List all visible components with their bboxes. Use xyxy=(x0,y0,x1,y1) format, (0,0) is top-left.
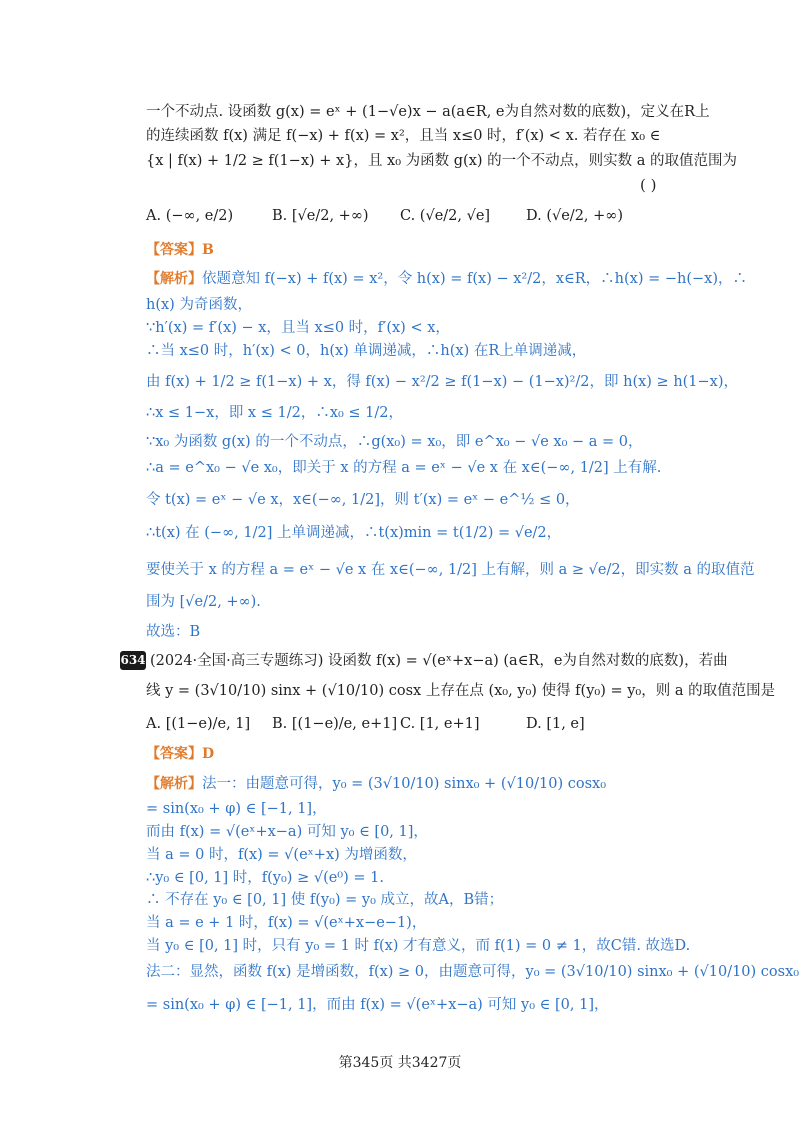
option-b: B. [(1−e)/e, e+1] xyxy=(272,716,398,732)
analysis-line: ∴t(x) 在 (−∞, 1/2] 上单调递减，∴t(x)min = t(1/2) = √e/2， xyxy=(146,525,562,541)
answer-line xyxy=(146,744,214,764)
analysis-line: ∴a = e^x₀ − √e x₀，即关于 x 的方程 a = eˣ − √e x 在 x∈(−∞, 1/2] 上有解. xyxy=(146,460,662,476)
answer-parenthesis: ( ) xyxy=(640,176,657,194)
analysis-line: = sin(x₀ + φ) ∈ [−1, 1]， xyxy=(146,801,327,817)
question-number-badge: 634 xyxy=(120,651,146,670)
analysis-line: 法二：显然，函数 f(x) 是增函数，f(x) ≥ 0，由题意可得，y₀ = (3√10/10) sinx₀ + (√10/10) cosx₀ xyxy=(146,964,800,980)
option-d: D. [1, e] xyxy=(526,716,585,732)
option-a: A. (−∞, e/2) xyxy=(146,208,234,224)
question-text-line: {x | f(x) + 1/2 ≥ f(1−x) + x}，且 x₀ 为函数 g(x) 的一个不动点，则实数 a 的取值范围为 xyxy=(146,153,738,169)
analysis-line: ∴当 x≤0 时，h′(x) < 0，h(x) 单调递减，∴h(x) 在R上单调递减， xyxy=(146,343,587,359)
analysis-line: 【解析】依题意知 f(−x) + f(x) = x²，令 h(x) = f(x) − x²/2，x∈R，∴h(x) = −h(−x)，∴ xyxy=(146,271,747,287)
analysis-line: 令 t(x) = eˣ − √e x，x∈(−∞, 1/2]，则 t′(x) = eˣ − e^½ ≤ 0， xyxy=(146,492,580,508)
analysis-line: 要使关于 x 的方程 a = eˣ − √e x 在 x∈(−∞, 1/2] 上有解，则 a ≥ √e/2，即实数 a 的取值范 xyxy=(146,562,755,578)
option-c: C. (√e/2, √e] xyxy=(400,208,491,224)
analysis-line: 由 f(x) + 1/2 ≥ f(1−x) + x，得 f(x) − x²/2 ≥ f(1−x) − (1−x)²/2，即 h(x) ≥ h(1−x)， xyxy=(146,374,739,390)
question-text-line: 一个不动点. 设函数 g(x) = eˣ + (1−√e)x − a(a∈R, e为自然对数的底数)，定义在R上 xyxy=(146,104,710,120)
page-footer: 第345页 共3427页 xyxy=(338,1055,462,1071)
answer-line xyxy=(146,240,214,260)
question-text-line: (2024·全国·高三专题练习) 设函数 f(x) = √(eˣ+x−a) (a∈R，e为自然对数的底数)，若曲 xyxy=(150,653,728,669)
question-text-line: 线 y = (3√10/10) sinx + (√10/10) cosx 上存在点 (x₀, y₀) 使得 f(y₀) = y₀，则 a 的取值范围是 xyxy=(146,683,776,699)
answer-value: D xyxy=(202,746,215,762)
option-a: A. [(1−e)/e, 1] xyxy=(146,716,251,732)
option-c: C. [1, e+1] xyxy=(400,716,480,732)
analysis-line: 而由 f(x) = √(eˣ+x−a) 可知 y₀ ∈ [0, 1]， xyxy=(146,824,428,840)
analysis-line: h(x) 为奇函数， xyxy=(146,297,252,313)
analysis-line: ∵h′(x) = f′(x) − x，且当 x≤0 时，f′(x) < x， xyxy=(146,320,450,336)
analysis-line: 当 y₀ ∈ [0, 1] 时，只有 y₀ = 1 时 f(x) 才有意义，而 f(1) = 0 ≠ 1，故C错. 故选D. xyxy=(146,938,691,954)
analysis-line: ∴y₀ ∈ [0, 1] 时，f(y₀) ≥ √(e⁰) = 1. xyxy=(146,870,384,886)
analysis-line: 【解析】法一：由题意可得，y₀ = (3√10/10) sinx₀ + (√10/10) cosx₀ xyxy=(146,776,607,792)
analysis-line: 当 a = 0 时，f(x) = √(eˣ+x) 为增函数， xyxy=(146,847,417,863)
answer-value: B xyxy=(202,242,214,258)
analysis-line: ∴ 不存在 y₀ ∈ [0, 1] 使 f(y₀) = y₀ 成立，故A，B错； xyxy=(146,892,504,908)
analysis-line: ∵x₀ 为函数 g(x) 的一个不动点，∴g(x₀) = x₀，即 e^x₀ − √e x₀ − a = 0， xyxy=(146,434,643,450)
analysis-tag: 【解析】 xyxy=(146,271,202,287)
question-text-line: 的连续函数 f(x) 满足 f(−x) + f(x) = x²，且当 x≤0 时，f′(x) < x. 若存在 x₀ ∈ xyxy=(146,128,661,144)
option-d: D. (√e/2, +∞) xyxy=(526,208,624,224)
answer-tag: 【答案】 xyxy=(146,746,202,762)
analysis-line: ∴x ≤ 1−x，即 x ≤ 1/2，∴x₀ ≤ 1/2， xyxy=(146,405,404,421)
option-b: B. [√e/2, +∞) xyxy=(272,208,369,224)
analysis-tag: 【解析】 xyxy=(146,776,202,792)
analysis-line: 围为 [√e/2, +∞). xyxy=(146,594,261,610)
analysis-line: 故选：B xyxy=(146,624,201,640)
answer-tag: 【答案】 xyxy=(146,242,202,258)
analysis-line: = sin(x₀ + φ) ∈ [−1, 1]，而由 f(x) = √(eˣ+x−a) 可知 y₀ ∈ [0, 1]， xyxy=(146,997,609,1013)
analysis-line: 当 a = e + 1 时，f(x) = √(eˣ+x−e−1)， xyxy=(146,915,427,931)
